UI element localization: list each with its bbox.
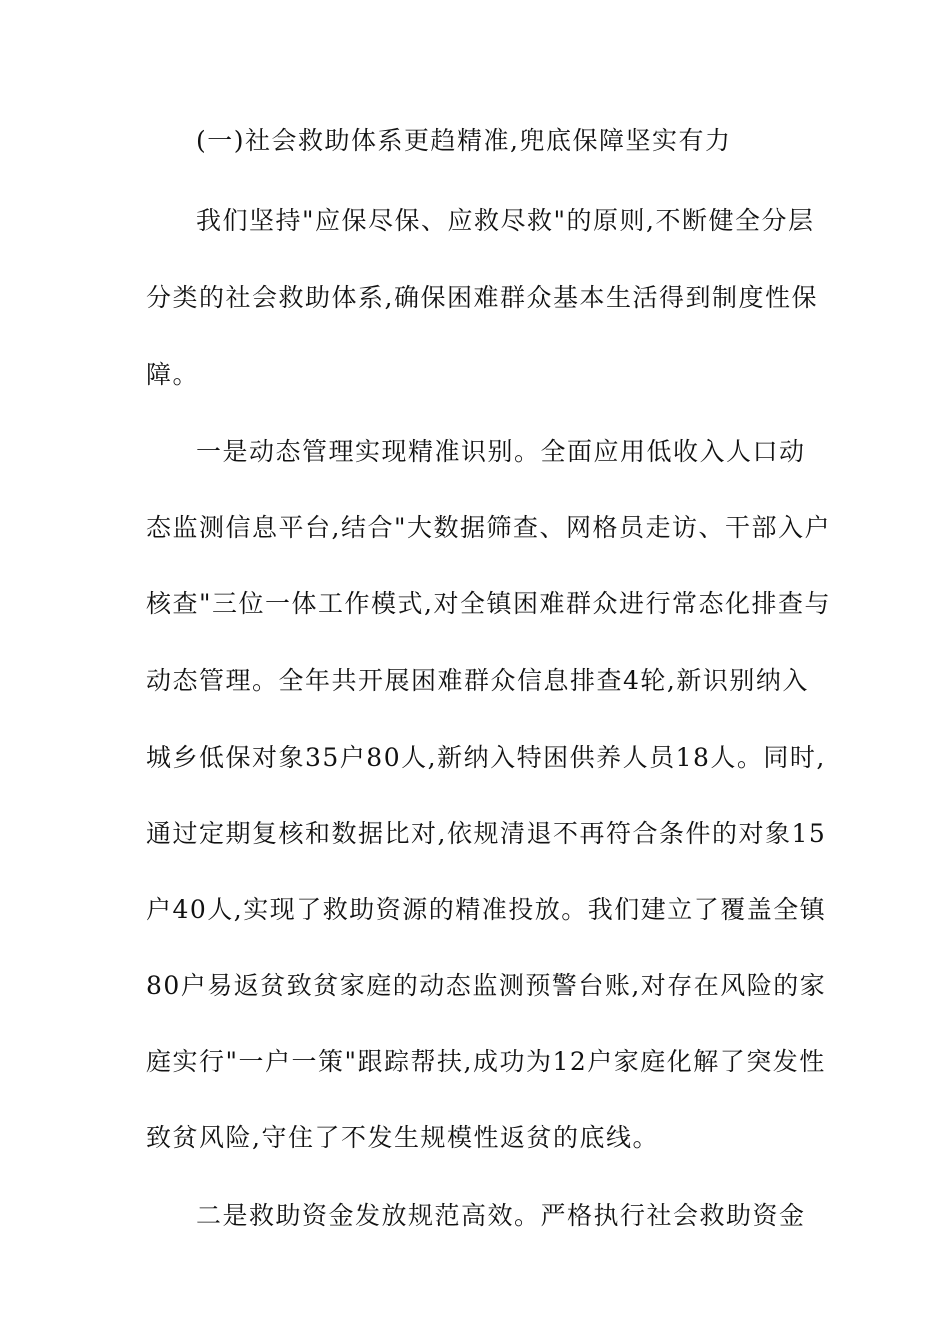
paragraph-line: 城乡低保对象35户80人,新纳入特困供养人员18人。同时,	[146, 743, 826, 772]
paragraph-line: 通过定期复核和数据比对,依规清退不再符合条件的对象15	[146, 819, 827, 848]
paragraph-line: 致贫风险,守住了不发生规模性返贫的底线。	[146, 1123, 659, 1152]
paragraph-line: 态监测信息平台,结合"大数据筛查、网格员走访、干部入户	[146, 513, 831, 542]
paragraph-line: 我们坚持"应保尽保、应救尽救"的原则,不断健全分层	[196, 206, 815, 235]
paragraph-line: 庭实行"一户一策"跟踪帮扶,成功为12户家庭化解了突发性	[146, 1047, 826, 1076]
paragraph-line: 动态管理。全年共开展困难群众信息排查4轮,新识别纳入	[146, 666, 809, 695]
paragraph-line: 二是救助资金发放规范高效。严格执行社会救助资金	[196, 1201, 806, 1230]
paragraph-line: 80户易返贫致贫家庭的动态监测预警台账,对存在风险的家	[146, 971, 827, 1000]
section-heading: (一)社会救助体系更趋精准,兜底保障坚实有力	[196, 126, 732, 155]
paragraph-line: 一是动态管理实现精准识别。全面应用低收入人口动	[196, 437, 806, 466]
paragraph-line: 核查"三位一体工作模式,对全镇困难群众进行常态化排查与	[146, 589, 831, 618]
paragraph-line: 障。	[146, 360, 200, 389]
paragraph-line: 分类的社会救助体系,确保困难群众基本生活得到制度性保	[146, 283, 818, 312]
paragraph-line: 户40人,实现了救助资源的精准投放。我们建立了覆盖全镇	[146, 895, 827, 924]
